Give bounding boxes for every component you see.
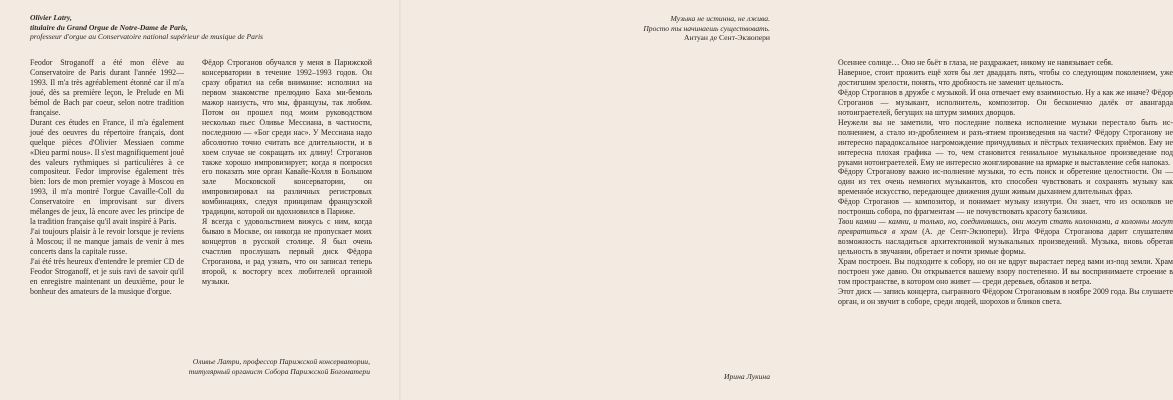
essay-paragraph: Фёдор Строганов — композитор, и понимает музыку изнутри. Он знает, что из осколков не построишь собора, по фрагментам — не почувствовать красоту базилики. [838,197,1173,217]
epigraph-line: Просто ты начинаешь существовать. [643,23,770,33]
translation-signature [140,357,370,376]
essay-paragraph-quote [838,217,1173,257]
epigraph [510,14,770,43]
french-column [30,58,184,297]
signature-line: Оливье Латри, профессор Парижской консерватории, [192,357,370,366]
author-header [30,13,390,42]
essay-column [838,58,1173,307]
french-paragraph: Durant ces études en France, il m'a également joué des oeuvres du répertoire français, dont quelque pièces d'Olivier Messiaen comme «Dieu parmi nous». Il s'est magnifiquement joué des valeurs rythmiques si particulières à ce compositeur. Fedor improvise également très bien: lors de mon premier voyage à Moscou en 1993, il m'a montré l'orgue Cavaille-Coll du Conservatoire en improvisant sur divers mélanges de jeux, là encore avec les principe de la tradition française qu'il avait inspiré à Paris. [30,117,184,227]
french-paragraph: Feodor Stroganoff a été mon élève au Conservatoire de Paris durant l'année 1992—1993. Il m'a très agréablement étonné car il m'a joué, dès sa première leçon, le Prelude en Mi bémol de Bach par coeur, selon notre tradition française. [30,58,184,117]
essay-paragraph: Фёдору Строганову важно ис-полнение музыки, то есть поиск и обретение целостности. Он — один из тех очень немногих музыкантов, кто способен чувствовать и сохранять музыку как временнóе искусство, передающее движения души живым дыханием длительных фраз. [838,167,1173,197]
essay-signature: Ирина Лукина [724,372,770,381]
author-title: titulaire du Grand Orgue de Notre-Dame de Paris, [30,22,188,32]
russian-translation-column [202,58,372,287]
russian-paragraph: Я всегда с удовольствием вижусь с ним, когда бываю в Москве, он никогда не пропускает моих концертов в русской столице. Я был очень счастлив прослушать первый диск Фёдора Строганова, и рад узнать, что он записал теперь второй, к восторгу всех любителей органной музыки. [202,217,372,286]
french-paragraph: J'ai été très heureux d'entendre le premier CD de Feodor Stroganoff, et je suis ravi de savoir qu'il en enregistre maintenant un deuxième, pour le bonheur des amateurs de la musique d'orgue. [30,257,184,296]
right-page [400,0,1173,400]
french-paragraph: J'ai toujours plaisir à le revoir lorsque je reviens à Moscou; il ne manque jamais de venir à mes concerts dans la capitale russe. [30,227,184,257]
essay-paragraph: Осеннее солнце… Оно не бьёт в глаза, не раздражает, никому не навязывает себя. [838,58,1114,67]
essay-paragraph: Неужели вы не заметили, что последние полвека исполнение музыки перестало быть ис-полнением, а стало из-дроблением и разъ-ятием произведения на части? Фёдору Строганову не интересно парадоксальное нагромождение причудливых и пёстрых технических приёмов. Ему не интересна плохая графика — то, чем становится гениальное музыкальное произведение под руками нотоиграетелей. Ему не интересно жонглирование на ярмарке и выставление себя напоказ. [838,117,1173,167]
epigraph-line: Музыка не истинна, не лжива. [670,14,770,23]
signature-line: титулярный органист Собора Парижской Богоматери [188,366,370,376]
author-role: professeur d'orgue au Conservatoire national supérieur de musique de Paris [30,32,264,42]
epigraph-author: Антуан де Сент-Экзюпери [684,33,770,43]
author-name: Olivier Latry, [30,13,72,22]
essay-paragraph: Наверное, стоит прожить ещё хотя бы лет двадцать пять, чтобы со следующим поколением, уже достигшим зрелости, понять, что дробность не заменит цельность. [838,67,1173,87]
essay-paragraph: Храм построен. Вы подходите к собору, но он не вдруг вырастает перед вами из-под земли. Храм построен уже давно. Он открывается вашему взору постепенно. И вы воспринимаете строение в том пространстве, в котором оно живет — среди деревьев, облаков и ветра. [838,257,1173,286]
left-page [0,0,400,400]
russian-paragraph: Фёдор Строганов обучался у меня в Парижской консерватории в течение 1992–1993 годов. Он сразу обратил на себя внимание: исполнил на первом знакомстве прелюдию Баха ми-бемоль мажор наизусть, что мы, французы, так любим. Потом он прошел под моим руководством несколько пьес Оливье Мессиана, в частности, последнюю — «Бог среди нас». У Мессиана надо абсолютно точно считать все длительности, и в хоем случае не сокращать их длину! Строганов также хорошо импровизирует; когда я попросил его показать мне орган Кавайе-Колля в Большом зале Московской консерватории, он импровизировал на различных регистровых комбинациях, следуя принципам французской традиции, которой он вдохновился в Париже. [202,58,372,217]
essay-paragraph: Фёдор Строганов в дружбе с музыкой. И она отвечает ему взаимностью. Ну а как же иначе? Фёдор Строганов — музыкант, исполнитель, композитор. Он бесконечно далёк от авангарда нотоиграетелей, бегущих на штурм зимних дворцов. [838,87,1173,117]
quote-rest: (А. де Сент-Экзюпери). Игра Фёдора Строганова дарит слушателям возможность насладиться архитектоникой музыкальных произведений. Музыка, вновь обретая цельность в звучании, обретает и почти зримые формы. [838,227,1173,257]
essay-paragraph: Этот диск — запись концерта, сыгранного Фёдором Строгановым в ноябре 2009 года. Вы слушаете орган, и он звучит в соборе, среди людей, шорохов и бликов света. [838,286,1173,306]
quote-italic: Твои камни — камни, и только, но, соединившись, они могут стать колоннами, а колонны могут превратиться в храм [838,217,1173,237]
